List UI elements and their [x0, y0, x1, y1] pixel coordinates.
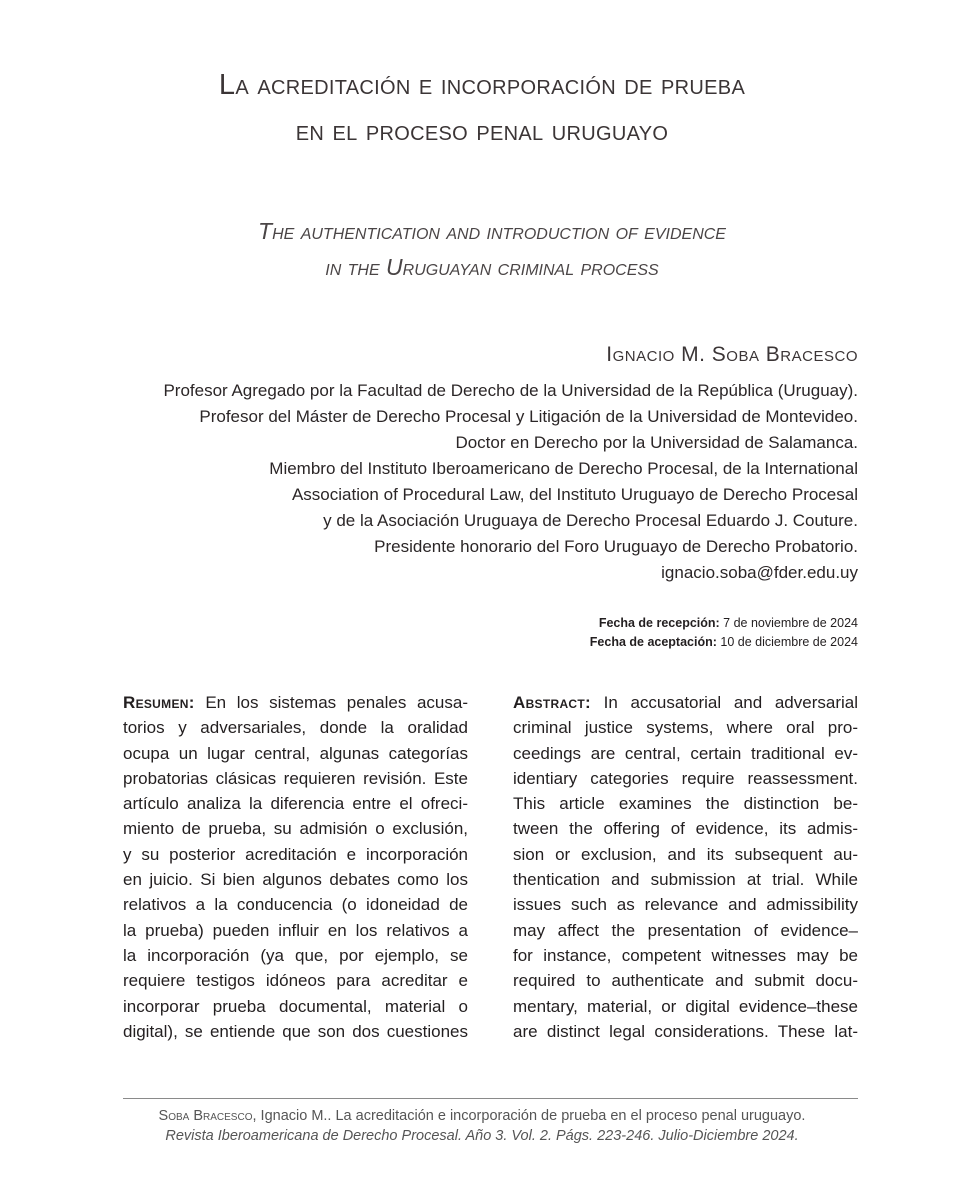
- resumen-column: [123, 690, 468, 1044]
- accepted-value: 10 de diciembre de 2024: [720, 635, 858, 649]
- resumen-line: torios y adversariales, donde la oralidad: [123, 718, 468, 738]
- abstract-line: for instance, competent witnesses may be: [513, 945, 858, 965]
- accepted-label: Fecha de aceptación:: [589, 635, 717, 649]
- abstract-column: [513, 690, 858, 1044]
- article-dates: [590, 614, 858, 652]
- affiliation-line: Presidente honorario del Foro Uruguayo de Derecho Probatorio.: [374, 537, 858, 556]
- abstract-line: tween the offering of evidence, its admis-: [513, 819, 858, 839]
- resumen-line: probatorias clásicas requieren revisión. Este: [123, 768, 468, 788]
- received-label: Fecha de recepción:: [598, 616, 720, 630]
- resumen-line: ocupa un lugar central, algunas categorías: [123, 743, 468, 763]
- subtitle-line-2: in the Uruguayan criminal process: [325, 254, 659, 280]
- abstract-line: ceedings are central, certain traditional ev-: [513, 743, 858, 763]
- author-affiliations: [98, 378, 858, 586]
- title-line-2: en el proceso penal uruguayo: [295, 115, 669, 147]
- resumen-line: artículo analiza la diferencia entre el ofreci-: [123, 794, 468, 814]
- title-line-1: La acreditación e incorporación de prueba: [218, 69, 746, 101]
- affiliation-line: Association of Procedural Law, del Instituto Uruguayo de Derecho Procesal: [291, 485, 858, 504]
- abstract-label: Abstract:: [513, 693, 591, 712]
- received-value: 7 de noviembre de 2024: [723, 616, 858, 630]
- resumen-first-line: [123, 690, 468, 715]
- abstract-line: mentary, material, or digital evidence–these: [513, 996, 858, 1016]
- abstract-line: This article examines the distinction be-: [513, 794, 858, 814]
- abstract-line: thentication and submission at trial. While: [513, 870, 858, 890]
- abstract-line: criminal justice systems, where oral pro-: [513, 718, 858, 738]
- accepted-date: [590, 633, 858, 652]
- resumen-line: incorporar prueba documental, material o: [123, 996, 468, 1016]
- abstract-line: are distinct legal considerations. These lat-: [513, 1021, 858, 1041]
- citation-line-2: [0, 1126, 964, 1146]
- footer-divider: [123, 1098, 858, 1099]
- resumen-line: requiere testigos idóneos para acreditar e: [123, 971, 468, 991]
- received-date: [590, 614, 858, 633]
- resumen-line: la prueba) pueden influir en los relativos a: [123, 920, 468, 940]
- resumen-line: y su posterior acreditación e incorporación: [123, 844, 468, 864]
- resumen-line: la incorporación (ya que, por ejemplo, se: [123, 945, 468, 965]
- abstract-first-line: [513, 690, 858, 715]
- affiliation-line: Profesor del Máster de Derecho Procesal y Litigación de la Universidad de Montevideo.: [199, 407, 858, 426]
- resumen-text: En los sistemas penales acusa-: [205, 693, 469, 712]
- article-subtitle: [0, 213, 964, 285]
- citation-text: , Ignacio M.. La acreditación e incorporación de prueba en el proceso penal uruguayo.: [252, 1108, 806, 1124]
- affiliation-line: Doctor en Derecho por la Universidad de Salamanca.: [455, 433, 858, 452]
- resumen-line: relativos a la conducencia (o idoneidad de: [123, 895, 468, 915]
- author-name: Ignacio M. Soba Bracesco: [606, 343, 858, 366]
- author-email: ignacio.soba@fder.edu.uy: [661, 563, 858, 582]
- subtitle-line-1: The authentication and introduction of evidence: [258, 218, 726, 244]
- abstract-line: required to authenticate and submit docu-: [513, 971, 858, 991]
- resumen-line: miento de prueba, su admisión o exclusión,: [123, 819, 468, 839]
- resumen-line: digital), se entiende que son dos cuestiones: [123, 1021, 468, 1041]
- citation-details: Año 3. Vol. 2. Págs. 223-246. Julio-Diciembre 2024.: [461, 1128, 799, 1144]
- citation-author: Soba Bracesco: [158, 1108, 253, 1124]
- resumen-label: Resumen:: [123, 693, 195, 712]
- citation-journal: Revista Iberoamericana de Derecho Procesal.: [165, 1128, 462, 1144]
- article-title: [0, 62, 964, 154]
- abstract-line: may affect the presentation of evidence–: [513, 920, 858, 940]
- affiliation-line: y de la Asociación Uruguaya de Derecho Procesal Eduardo J. Couture.: [323, 511, 858, 530]
- citation-footer: [0, 1106, 964, 1146]
- resumen-line: en juicio. Si bien algunos debates como los: [123, 870, 468, 890]
- citation-line-1: [0, 1106, 964, 1126]
- abstract-line: identiary categories require reassessment.: [513, 768, 858, 788]
- abstract-line: sion or exclusion, and its subsequent au-: [513, 844, 858, 864]
- abstract-text: In accusatorial and adversarial: [603, 693, 858, 712]
- affiliation-line: Miembro del Instituto Iberoamericano de Derecho Procesal, de la International: [269, 459, 858, 478]
- affiliation-line: Profesor Agregado por la Facultad de Derecho de la Universidad de la República (Uruguay).: [163, 381, 858, 400]
- abstract-line: issues such as relevance and admissibility: [513, 895, 858, 915]
